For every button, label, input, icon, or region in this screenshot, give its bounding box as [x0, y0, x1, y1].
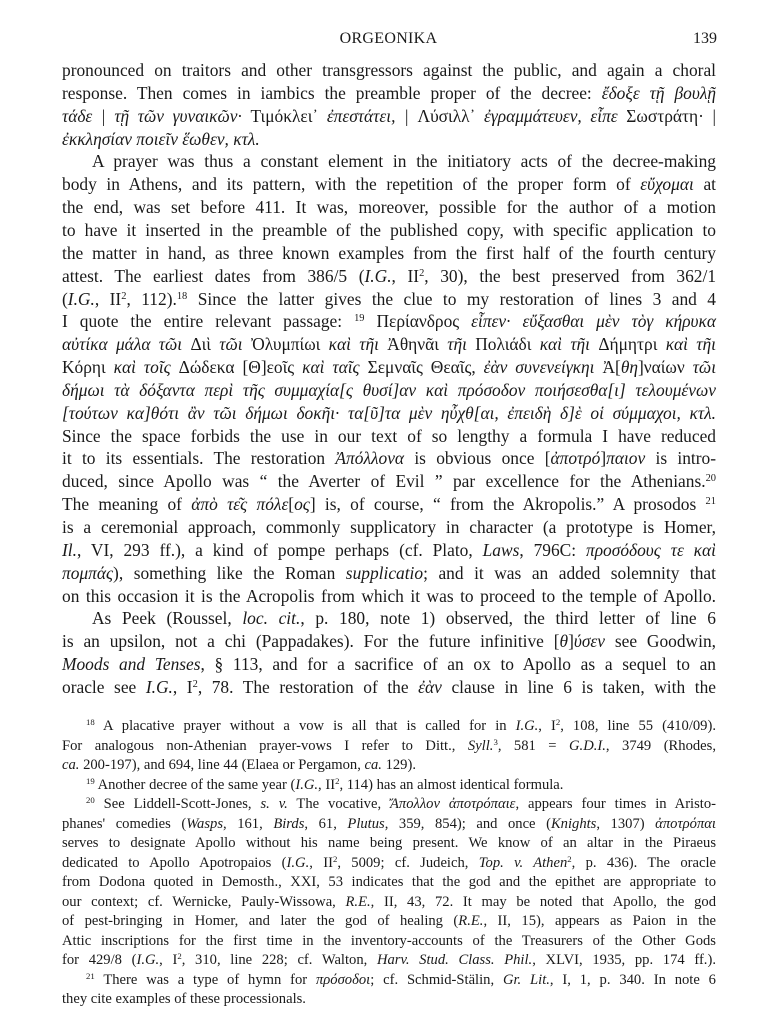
body-line — [62, 630, 716, 653]
text-run: For analogous non-Athenian prayer-vows I refer to Ditt., — [62, 737, 468, 754]
footnote-line — [62, 756, 716, 775]
text-run: Since the space forbids the use in our text of so lengthy a formula I have reduced — [62, 425, 716, 446]
text-run: at — [693, 174, 717, 195]
italic-text: Harv. Stud. Class. Phil. — [376, 952, 533, 968]
footnote-ref: 21 — [705, 495, 716, 507]
text-run: , I — [172, 676, 193, 697]
text-run: ]ναίων — [637, 357, 693, 378]
greek-text: [τούτων κα]θότι ἂν τῶι δήμωι δοκῆι· τα[ῦ]τα μὲν ηὖχθ[αι, ἐπειδὴ δ]ὲ οἱ σύμμαχοι, κτλ. — [62, 402, 716, 423]
text-run: Διὶ — [190, 334, 220, 355]
text-run: , II — [309, 854, 333, 871]
text-run: on this occasion it is the Acropolis from which it was to proceed to the temple of Apollo. — [62, 585, 716, 606]
body-line — [62, 173, 716, 196]
text-run: , I — [159, 952, 178, 968]
text-run: , II — [391, 265, 420, 286]
greek-text: προσόδους τε καὶ — [585, 539, 716, 560]
italic-text: Il. — [62, 539, 77, 560]
text-run: See Liddell-Scott-Jones, — [94, 796, 261, 812]
text-run: , p. 180, note 1) observed, the third letter of line 6 — [300, 608, 717, 629]
text-run: Περίανδρος — [364, 311, 472, 332]
footnote-line — [62, 873, 716, 892]
text-run: , II — [94, 288, 122, 309]
text-run: ] — [568, 631, 574, 652]
text-run: , XLVI, 1935, pp. 174 ff.). — [532, 952, 716, 968]
italic-text: Birds — [273, 815, 305, 832]
text-run: the matter in hand, as three known examples from the first half of the fourth century — [62, 242, 716, 263]
footnote-ref: 20 — [86, 794, 95, 805]
text-run: response. Then comes in iambics the preamble proper of the decree: — [62, 82, 602, 103]
text-run: , VI, 293 ff.), a kind of pompe perhaps (cf. Plato, — [76, 539, 483, 560]
greek-text: καὶ τῆι — [328, 334, 388, 355]
italic-text: I.G. — [67, 288, 95, 309]
text-run: is obvious once [ — [404, 448, 551, 469]
text-run: [ — [288, 494, 295, 515]
text-run: Ὀλυμπίωι — [250, 334, 329, 355]
footnote-ref: 2 — [419, 267, 425, 279]
text-run: ( — [62, 288, 68, 309]
body-line — [62, 562, 716, 585]
text-run: , 1307) — [596, 815, 656, 832]
text-run: There was a type of hymn for — [94, 971, 316, 988]
text-run: Ἀ[ — [602, 357, 621, 378]
text-run: our context; cf. Wernicke, Pauly-Wissowa, — [62, 893, 346, 910]
greek-text: ἐὰν — [418, 676, 442, 697]
body-line — [62, 585, 716, 608]
italic-text: I.G. — [286, 854, 310, 871]
italic-text: Knights — [550, 815, 597, 832]
text-run: , I, 1, p. 340. In note 6 — [549, 971, 716, 988]
greek-text: πρόσοδοι — [315, 971, 371, 988]
body-line — [62, 539, 716, 562]
text-run: body in Athens, and its pattern, with the repetition of the proper form of — [62, 174, 641, 195]
text-run: ] — [600, 448, 607, 469]
footnote-ref: 2 — [555, 716, 561, 727]
text-run: Attic inscriptions for the first time in the inventory-accounts of the Treasurers of the Other Gods — [62, 932, 716, 949]
greek-text: αὐτίκα μάλα τῶι — [62, 334, 191, 355]
italic-text: I.G. — [136, 952, 160, 968]
footnote-ref: 2 — [335, 775, 340, 786]
text-run: serves to designate Apollo without his name being present. We know of an altar in the Piraeus — [62, 835, 716, 851]
footnote-ref: 2 — [192, 678, 198, 690]
text-run: , 30), the best preserved from 362/1 — [424, 265, 717, 286]
text-run: phanes' comedies ( — [62, 815, 187, 832]
text-run: , 310, line 228; cf. Walton, — [181, 952, 377, 968]
body-line — [62, 196, 716, 219]
body-line — [62, 82, 716, 105]
italic-text: Gr. Lit. — [502, 971, 550, 988]
text-run: ; and it was an added solemnity that — [423, 562, 716, 583]
text-run: of pest-bringing in Homer, and later the god of healing ( — [62, 913, 459, 929]
greek-text: ἀποτρόπαι — [655, 815, 716, 832]
text-run: Another decree of the same year ( — [94, 776, 296, 793]
body-line — [62, 676, 716, 699]
footnote-line — [62, 737, 716, 756]
italic-text: s. v. — [260, 796, 288, 812]
footnote-line — [62, 990, 716, 1009]
body-line — [62, 425, 716, 448]
text-run: Since the latter gives the clue to my restoration of lines 3 and 4 — [187, 288, 717, 309]
text-run: pronounced on traitors and other transgressors against the public, and again a choral — [62, 60, 716, 80]
body-line — [62, 493, 716, 516]
body-line — [62, 516, 716, 539]
greek-text: ἀπὸ τε͂ς πόλε — [191, 494, 289, 515]
greek-text: ἐγραμμάτευεν, εἶπε — [484, 105, 627, 126]
text-run: , 114) has an almost identical formula. — [339, 776, 564, 793]
greek-text: ος — [294, 494, 310, 515]
text-run: , II, 15), appears as Paion in the — [483, 913, 716, 929]
text-run: I quote the entire relevant passage: — [62, 311, 355, 332]
italic-text: Wasps — [186, 815, 224, 832]
text-run: see Goodwin, — [605, 631, 716, 652]
footnote-line — [62, 932, 716, 951]
footnote-ref: 21 — [86, 970, 95, 981]
text-run: oracle see — [62, 676, 146, 697]
footnote-line — [62, 893, 716, 912]
text-run: Ἀθηνᾶι — [387, 334, 448, 355]
italic-text: I.G. — [515, 718, 539, 734]
greek-text: τῶι — [692, 357, 717, 378]
greek-text: Ἄπολλον ἀποτρόπαιε — [390, 796, 516, 812]
footnote-line — [62, 912, 716, 931]
footnote-ref: 19 — [354, 313, 365, 325]
greek-text: καὶ ταῖς — [302, 357, 368, 378]
greek-text: ἐκκλησίαν ποιεῖν ἕωθεν, κτλ. — [62, 128, 260, 149]
text-run: is an upsilon, not a chi (Pappadakes). For the future infinitive [ — [62, 631, 560, 652]
text-run: Λύσιλλ᾽ — [417, 105, 485, 126]
text-run: , I — [538, 718, 556, 734]
greek-text: καὶ τοῖς — [113, 357, 179, 378]
body-line — [62, 607, 716, 630]
body-line — [62, 128, 716, 151]
greek-text: ἀποτρό — [550, 448, 601, 469]
footnote-line — [62, 834, 716, 853]
body-line — [62, 653, 716, 676]
greek-text: τάδε | τῇ τῶν γυναικῶν· — [62, 105, 251, 126]
italic-text: ca. — [62, 757, 80, 773]
text-run: A placative prayer without a vow is all that is called for in — [94, 718, 516, 734]
text-run: ] is, of course, “ from the Akropolis.” A prosodos — [309, 494, 706, 515]
italic-text: ca. — [364, 757, 382, 773]
body-line — [62, 59, 716, 82]
text-run: dedicated to Apollo Apotropaios ( — [62, 854, 287, 871]
body-line — [62, 333, 716, 356]
footnote-ref: 2 — [567, 853, 572, 864]
text-run: , 359, 854); and once ( — [384, 815, 551, 832]
footnote-line — [62, 815, 716, 834]
text-run: The vocative, — [287, 796, 391, 812]
greek-text: παιον — [606, 448, 646, 469]
text-run: is a ceremonial approach, commonly supplicatory in character (a prototype is Homer, — [62, 517, 716, 537]
text-run: they cite examples of these processionals. — [62, 991, 306, 1007]
italic-text: Plutus — [347, 815, 385, 832]
italic-text: I.G. — [364, 265, 392, 286]
text-run: The meaning of — [62, 494, 192, 515]
text-run: , II — [318, 776, 336, 793]
text-run: from Dodona quoted in Demosth., XXI, 53 indicates that the god and the epithet are appropriate to — [62, 874, 716, 890]
text-run: A prayer was thus a constant element in the initiatory acts of the decree-making — [92, 151, 716, 172]
greek-text: καὶ τῆι — [539, 334, 599, 355]
text-run: , 581 = — [497, 737, 570, 754]
greek-text: καὶ τῆι — [665, 334, 716, 355]
greek-text: θ — [559, 631, 569, 652]
footnote-ref: 18 — [176, 290, 188, 302]
text-run: , 108, line 55 (410/09). — [560, 718, 716, 734]
text-run: , p. 436). The oracle — [571, 854, 717, 871]
greek-text: ἐπεστάτει, | — [326, 105, 418, 126]
text-run: duced, since Apollo was “ the Averter of Evil ” par excellence for the Athenians. — [62, 471, 706, 492]
italic-text: Top. v. Athen — [478, 854, 568, 871]
footnote-line — [62, 776, 716, 795]
text-run: , 5009; cf. Judeich, — [337, 854, 479, 871]
footnote-line — [62, 717, 716, 736]
text-run: Σωστράτη· | — [626, 105, 716, 126]
footnote-line — [62, 951, 716, 970]
greek-text: ύσεν — [573, 631, 606, 652]
footnote-line — [62, 795, 716, 814]
running-title: ORGEONIKA — [339, 30, 438, 47]
greek-text: εὔχομαι — [640, 174, 694, 195]
footnote-line — [62, 854, 716, 873]
text-run: for 429/8 ( — [62, 952, 137, 968]
text-run: to have it inserted in the preamble of the published copy, with specific application to — [62, 219, 716, 240]
greek-text: τῆι — [447, 334, 476, 355]
italic-text: loc. cit. — [242, 608, 301, 629]
footnote-ref: 2 — [177, 950, 182, 961]
footnote-ref: 18 — [86, 716, 95, 727]
footnote-ref: 2 — [332, 853, 338, 864]
body-line — [62, 219, 716, 242]
italic-text: supplicatio — [345, 562, 424, 583]
body-line — [62, 447, 716, 470]
text-run: 129). — [381, 757, 416, 773]
greek-text: ἔδοξε τῇ βουλῇ — [601, 82, 716, 103]
text-run: Κόρηι — [62, 357, 114, 378]
greek-text: Ἀπόλλονα — [335, 448, 405, 469]
text-run: , 3749 (Rhodes, — [605, 737, 716, 754]
footnote-ref: 2 — [121, 290, 127, 302]
text-run: the end, was set before 411. It was, moreover, possible for the author of a motion — [62, 197, 716, 218]
greek-text: δήμωι τὰ δόξαντα περὶ τῆς συμμαχία[ς θυσί]αν καὶ πρόσοδον ποιήσεσθα[ι] τελουμένων — [62, 379, 716, 400]
body-line — [62, 310, 716, 333]
body-line — [62, 288, 716, 311]
greek-text: ἐὰν συνενείγκηι — [483, 357, 603, 378]
body-line — [62, 379, 716, 402]
body-line — [62, 105, 716, 128]
italic-text: Syll. — [467, 737, 494, 754]
text-run: ; cf. Schmid-Stälin, — [370, 971, 503, 988]
greek-text: εἶπεν· εὔξασθαι μὲν τὸγ κήρυκα — [471, 311, 716, 332]
text-run: As Peek (Roussel, — [92, 608, 243, 629]
body-line — [62, 356, 716, 379]
text-run: Τιμόκλει᾽ — [250, 105, 327, 126]
italic-text: G.D.I. — [569, 737, 606, 754]
text-run: Πολιάδι — [475, 334, 540, 355]
text-run: , § 113, and for a sacrifice of an ox to Apollo as a sequel to an — [200, 654, 716, 675]
footnote-ref: 20 — [705, 473, 716, 485]
greek-text: θη — [620, 357, 638, 378]
text-run: Δώδεκα [Θ]εοῖς — [178, 357, 303, 378]
text-run: it to its essentials. The restoration — [62, 448, 336, 469]
text-run: , 161, — [223, 815, 274, 832]
footnote-ref: 3 — [493, 736, 498, 747]
page-number: 139 — [693, 30, 717, 47]
text-run: , 796C: — [519, 539, 586, 560]
body-line — [62, 242, 716, 265]
text-run: Σεμναῖς Θεαῖς, — [367, 357, 484, 378]
text-run: ), something like the Roman — [113, 562, 346, 583]
text-run: is intro- — [645, 448, 717, 469]
footnote-ref: 19 — [86, 775, 95, 786]
italic-text: I.G. — [295, 776, 319, 793]
text-run: , 112). — [126, 288, 177, 309]
italic-text: R.E. — [345, 893, 371, 910]
text-run: attest. The earliest dates from 386/5 ( — [62, 265, 365, 286]
body-line — [62, 150, 716, 173]
text-run: , II, 43, 72. It may be noted that Apollo, the god — [370, 893, 716, 910]
italic-text: Laws — [482, 539, 520, 560]
text-run: , 61, — [304, 815, 348, 832]
text-run: Δήμητρι — [598, 334, 666, 355]
body-line — [62, 402, 716, 425]
greek-text: τῶι — [219, 334, 251, 355]
greek-text: πομπάς — [62, 562, 114, 583]
text-run: , appears four times in Aristo- — [515, 796, 717, 812]
italic-text: I.G. — [145, 676, 173, 697]
text-run: 200-197), and 694, line 44 (Elaea or Pergamon, — [79, 757, 365, 773]
italic-text: R.E. — [458, 913, 484, 929]
text-run: clause in line 6 is taken, with the — [441, 676, 716, 697]
footnote-line — [62, 971, 716, 990]
text-run: , 78. The restoration of the — [197, 676, 419, 697]
italic-text: Moods and Tenses — [62, 654, 201, 675]
body-line — [62, 265, 716, 288]
body-line — [62, 470, 716, 493]
